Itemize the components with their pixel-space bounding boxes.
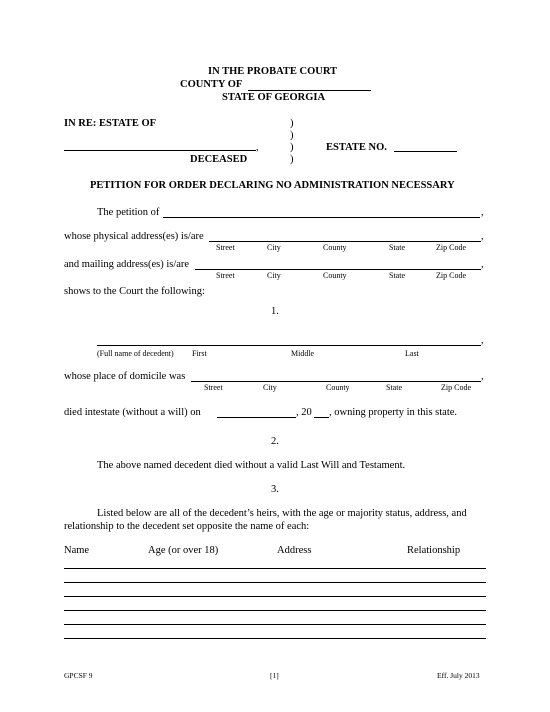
col-name-header: Name — [64, 545, 90, 556]
mailing-address-label: and mailing address(es) is/are — [64, 259, 190, 270]
city-label: City — [267, 271, 281, 280]
intestate-suffix: , owning property in this state. — [329, 407, 458, 418]
no-will-statement: The above named decedent died without a valid Last Will and Testament. — [97, 460, 406, 471]
petition-of-label: The petition of — [97, 207, 160, 218]
caption-paren: ) — [290, 154, 294, 165]
physical-address-field[interactable] — [209, 241, 481, 242]
caption-comma: , — [256, 142, 259, 153]
death-date-field[interactable] — [217, 417, 296, 418]
petition-title: PETITION FOR ORDER DECLARING NO ADMINISTRATION NECESSARY — [90, 180, 455, 191]
comma: , — [481, 231, 484, 242]
county-col-label: County — [326, 383, 350, 392]
caption-paren: ) — [290, 130, 294, 141]
estate-name-field[interactable] — [64, 150, 256, 151]
first-name-label: First — [192, 349, 207, 358]
shows-label: shows to the Court the following: — [64, 286, 205, 297]
section-2-number: 2. — [271, 436, 279, 447]
intestate-label: died intestate (without a will) on — [64, 407, 201, 418]
state-label: State — [389, 243, 405, 252]
year-prefix: , 20 — [296, 407, 312, 418]
col-address-header: Address — [277, 545, 312, 556]
state-heading: STATE OF GEORGIA — [222, 92, 326, 103]
middle-name-label: Middle — [291, 349, 315, 358]
domicile-field[interactable] — [191, 381, 481, 382]
last-name-label: Last — [405, 349, 419, 358]
col-age-header: Age (or over 18) — [148, 545, 219, 556]
state-label: State — [389, 271, 405, 280]
city-label: City — [267, 243, 281, 252]
street-label: Street — [204, 383, 223, 392]
county-col-label: County — [323, 243, 347, 252]
street-label: Street — [216, 271, 235, 280]
heirs-statement-line2: relationship to the decedent set opposite the name of each: — [64, 521, 310, 532]
petitioner-name-field[interactable] — [163, 217, 480, 218]
city-label: City — [263, 383, 277, 392]
comma: , — [481, 207, 484, 218]
section-3-number: 3. — [271, 484, 279, 495]
court-heading: IN THE PROBATE COURT — [208, 66, 338, 77]
county-label: COUNTY OF — [180, 79, 243, 90]
zip-label: Zip Code — [441, 383, 471, 392]
estate-no-label: ESTATE NO. — [326, 142, 387, 153]
section-1-number: 1. — [271, 306, 279, 317]
col-relationship-header: Relationship — [407, 545, 461, 556]
heirs-statement-line1: Listed below are all of the decedent’s heirs, with the age or majority status, address, and — [97, 508, 467, 519]
state-label: State — [386, 383, 402, 392]
zip-label: Zip Code — [436, 271, 466, 280]
heir-row-line[interactable] — [64, 596, 486, 597]
domicile-label: whose place of domicile was — [64, 371, 186, 382]
form-id: GPCSF 9 — [64, 671, 93, 680]
zip-label: Zip Code — [436, 243, 466, 252]
heir-row-line[interactable] — [64, 582, 486, 583]
physical-address-label: whose physical address(es) is/are — [64, 231, 204, 242]
estate-no-field[interactable] — [394, 151, 457, 152]
effective-date: Eff. July 2013 — [437, 671, 480, 680]
in-re-label: IN RE: ESTATE OF — [64, 118, 157, 129]
comma: , — [481, 259, 484, 270]
street-label: Street — [216, 243, 235, 252]
county-field[interactable] — [248, 90, 371, 91]
death-year-field[interactable] — [314, 417, 329, 418]
caption-paren: ) — [290, 142, 294, 153]
heir-row-line[interactable] — [64, 624, 486, 625]
caption-paren: ) — [290, 118, 294, 129]
heir-row-line[interactable] — [64, 568, 486, 569]
county-col-label: County — [323, 271, 347, 280]
page-number: [1] — [270, 671, 279, 680]
decedent-name-field[interactable] — [97, 345, 481, 346]
comma: , — [481, 371, 484, 382]
full-name-label: (Full name of decedent) — [97, 349, 174, 358]
comma: , — [481, 335, 484, 346]
heir-row-line[interactable] — [64, 610, 486, 611]
mailing-address-field[interactable] — [195, 269, 481, 270]
deceased-label: DECEASED — [190, 154, 248, 165]
heir-row-line[interactable] — [64, 638, 486, 639]
